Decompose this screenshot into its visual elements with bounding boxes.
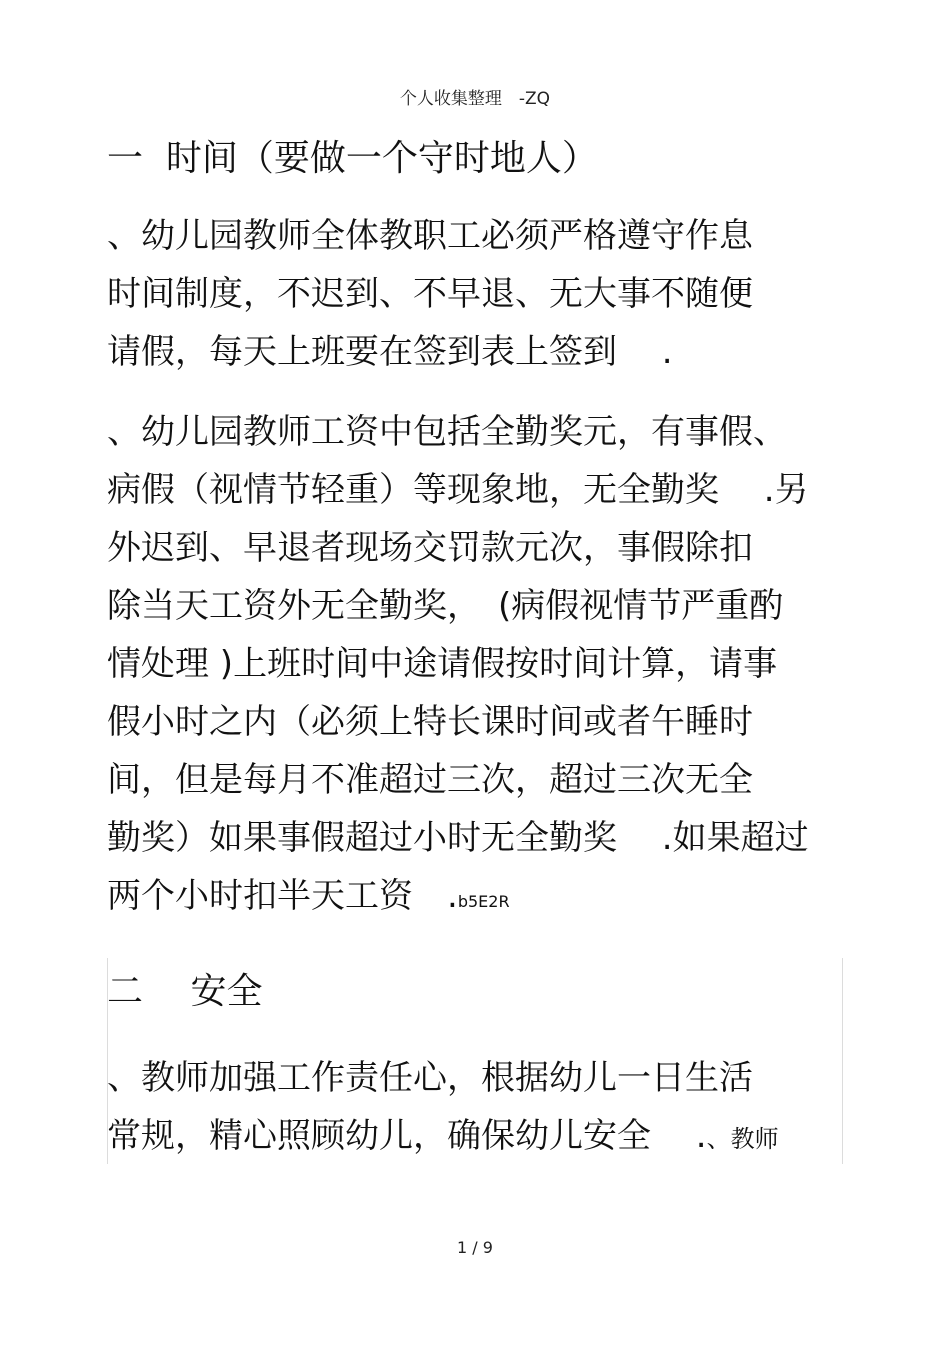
paragraph-2-line-5: 情处理 )上班时间中途请假按时间计算，请事 [107,644,778,684]
paragraph-2-line-4: 除当天工资外无全勤奖， (病假视情节严重酌 [107,586,784,626]
right-rule [842,958,843,1164]
paragraph-2-line-3: 外迟到、早退者现场交罚款元次，事假除扣 [107,528,753,568]
paragraph-2-line-6: 假小时之内（必须上特长课时间或者午睡时 [107,702,753,742]
paragraph-2-line-1: 、幼儿园教师工资中包括全勤奖元，有事假、 [107,412,787,452]
section-2-tail: 、教师 [706,1125,779,1153]
section-2-line-2 [107,1114,779,1161]
paragraph-1-line-1: 、幼儿园教师全体教职工必须严格遵守作息 [107,216,753,256]
paragraph-1-line-3: 请假，每天上班要在签到表上签到 . [107,332,673,372]
section-2-title: 二 安全 [107,971,263,1012]
page-number: 1 / 9 [457,1238,493,1257]
tail-code: b5E2R [457,892,510,911]
section-2-line-1: 、教师加强工作责任心，根据幼儿一日生活 [107,1058,753,1098]
page-header: 个人收集整理 -ZQ [399,89,551,109]
section-1-title: 一 时间（要做一个守时地人） [107,138,598,179]
section-2-line-2-text: 常规，精心照顾幼儿，确保幼儿安全 . [107,1116,707,1156]
paragraph-2-line-8: 勤奖）如果事假超过小时无全勤奖 .如果超过 [107,818,809,858]
paragraph-2-line-9-text: 两个小时扣半天工资 . [107,876,458,916]
paragraph-2-line-9 [107,874,510,924]
paragraph-1-line-2: 时间制度，不迟到、不早退、无大事不随便 [107,274,753,314]
paragraph-2-line-7: 间，但是每月不准超过三次，超过三次无全 [107,760,753,800]
paragraph-2-line-2: 病假（视情节轻重）等现象地，无全勤奖 .另 [107,470,809,510]
